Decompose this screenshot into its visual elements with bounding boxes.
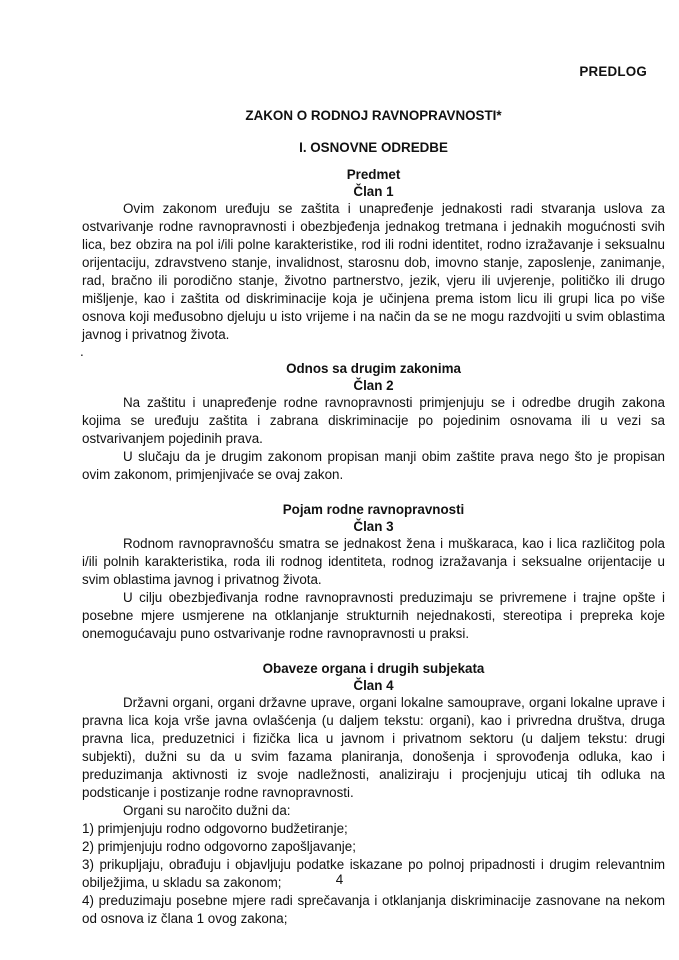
article-number: Član 2 bbox=[353, 378, 394, 393]
article-paragraph: Na zaštitu i unapređenje rodne ravnopravnosti primjenjuju se i odredbe drugih zakona kojima se uređuju zaštita i zabrana diskriminacije po pojedinim osnovama ili u vezi sa ostvarivanjem pojedinih prava. bbox=[82, 395, 665, 446]
article-paragraph: Državni organi, organi državne uprave, organi lokalne samouprave, organi lokalne uprave i pravna lica koja vrše javna ovlašćenja (u daljem tekstu: organi), kao i privredna društva, druga pravna lica, preduzetnici i fizička lica u javnom i privatnom sektoru (u daljem tekstu: drugi subjekti), dužni su da u svim fazama planiranja, donošenja i sprovođenja odluka, kao i preduzimanja aktivnosti iz svoje nadležnosti, analiziraju i procjenjuju uticaj tih odluka na podsticanje i postizanje rodne ravnopravnosti. bbox=[82, 695, 665, 800]
article-paragraph: Ovim zakonom uređuju se zaštita i unapređenje jednakosti radi stvaranja uslova za ostvarivanje rodne ravnopravnosti i obezbjeđenja jednakog tretmana i jednakih mogućnosti svih lica, bez obzira na pol i/ili polne karakteristike, rod ili rodni identitet, rodno izražavanje i seksualnu orijentaciju, zdravstveno stanje, invalidnost, starosnu dob, imovno stanje, zaposlenje, zanimanje, rad, bračno ili porodično stanje, životno partnerstvo, jezik, vjeru ili uvjerenje, političko ili drugo mišljenje, kao i zaštita od diskriminacije koja je učinjena prema istom licu ili grupi lica po više osnova koji međusobno djeluju u isto vrijeme i na način da se ne mogu razdvojiti u svim oblastima javnog i privatnog života. bbox=[82, 201, 665, 342]
law-title: ZAKON O RODNOJ RAVNOPRAVNOSTI* bbox=[245, 108, 502, 123]
article-paragraph: U cilju obezbjeđivanja rodne ravnopravnosti preduzimaju se privremene i trajne opšte i posebne mjere usmjerene na otklanjanje strukturnih nejednakosti, stereotipa i prepreka koje onemogućavaju puno ostvarivanje rodne ravnopravnosti u praksi. bbox=[82, 590, 665, 641]
article-heading: Obaveze organa i drugih subjekata bbox=[262, 661, 485, 676]
article-paragraph: U slučaju da je drugim zakonom propisan manji obim zaštite prava nego što je propisan ovim zakonom, primjenjivaće se ovaj zakon. bbox=[82, 449, 665, 482]
list-item: 4) preduzimaju posebne mjere radi sprečavanja i otklanjanja diskriminacije zasnovane na nekom od osnova iz člana 1 ovog zakona; bbox=[82, 893, 665, 926]
article-paragraph: Organi su naročito dužni da: bbox=[123, 803, 291, 818]
article-number: Član 1 bbox=[353, 184, 394, 199]
document-body bbox=[82, 107, 665, 928]
article-paragraph: Rodnom ravnopravnošću smatra se jednakost žena i muškaraca, kao i lica različitog pola i/ili polnih karakteristika, roda ili rodnog identiteta, rodnog izražavanja i seksualne orijentacije u svim oblastima javnog i privatnog života. bbox=[82, 536, 665, 587]
article-1 bbox=[82, 166, 665, 360]
list-item: 3) prikupljaju, obrađuju i objavljuju podatke iskazane po polnoj pripadnosti i drugim relevantnim obilježjima, u skladu sa zakonom; bbox=[82, 857, 665, 890]
list-item: 1) primjenjuju rodno odgovorno budžetiranje; bbox=[82, 821, 348, 836]
article-number: Član 4 bbox=[353, 678, 394, 693]
article-heading: Pojam rodne ravnopravnosti bbox=[282, 502, 465, 517]
list-item: 2) primjenjuju rodno odgovorno zapošljavanje; bbox=[82, 839, 356, 854]
section-title: I. OSNOVNE ODREDBE bbox=[299, 140, 448, 155]
article-heading: Odnos sa drugim zakonima bbox=[286, 361, 461, 376]
document-status-label: PREDLOG bbox=[579, 64, 647, 79]
article-heading: Predmet bbox=[346, 167, 401, 182]
page-number: 4 bbox=[335, 872, 344, 887]
article-3 bbox=[82, 501, 665, 643]
article-number: Član 3 bbox=[353, 519, 394, 534]
stray-mark: . bbox=[80, 344, 84, 359]
article-2 bbox=[82, 360, 665, 484]
